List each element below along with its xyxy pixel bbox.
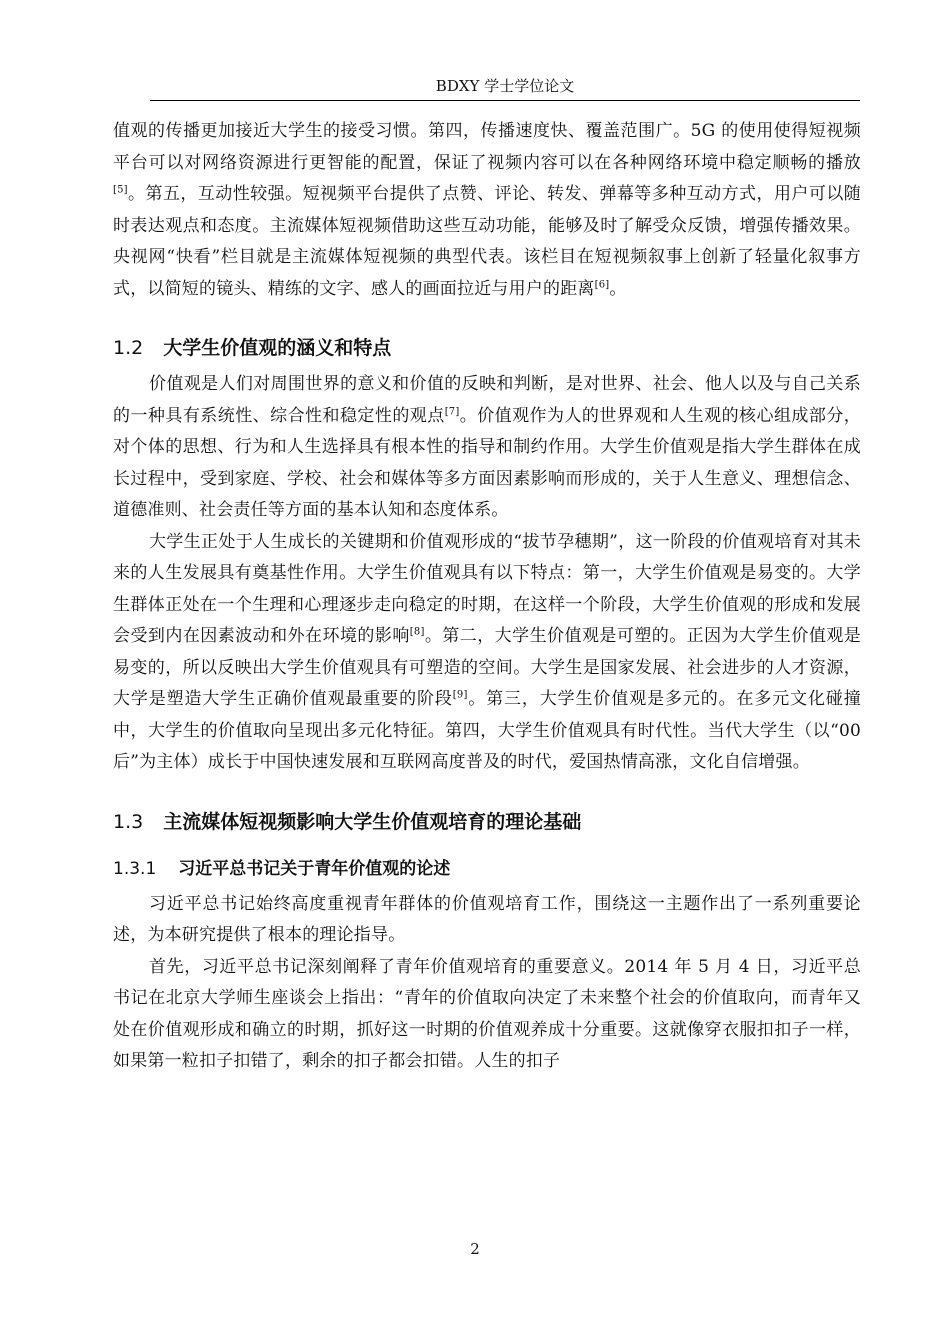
citation-ref[interactable]: [6] (594, 278, 610, 290)
page-body (113, 116, 861, 1078)
page-number: 2 (470, 1240, 480, 1258)
section-heading-1-3 (113, 805, 861, 839)
section-title: 主流媒体短视频影响大学生价值观培育的理论基础 (163, 810, 582, 833)
section-heading-1-2 (113, 331, 861, 365)
citation-ref[interactable]: [8] (409, 626, 425, 638)
subsection-title: 习近平总书记关于青年价值观的论述 (178, 858, 451, 879)
section-1-3-1-paragraph-2: 首先，习近平总书记深刻阐释了青年价值观培育的重要意义。2014 年 5 月 4 日，习近平总书记在北京大学师生座谈会上指出：“青年的价值取向决定了未来整个社会的价值取向，而青年又处在价值观形成和确立的时期，抓好这一时期的价值观养成十分重要。这就像穿衣服扣扣子一样，如果第一粒扣子扣错了，剩余的扣子都会扣错。人生的扣子 (113, 956, 861, 1071)
text-run: 。第二，大学生价值观是可塑的。正因为大学生价值观是易变的，所以反映出大学生价值观具有可塑造的空间。大学生是国家发展、社会进步的人才资源，大学是塑造大学生正确价值观最重要的阶段 (113, 626, 862, 709)
section-1-2-paragraph-2 (113, 527, 861, 779)
section-number: 1.3 (113, 810, 144, 833)
subsection-heading-1-3-1 (113, 853, 861, 885)
header-title: BDXY 学士学位论文 (435, 77, 575, 95)
text-run: 值观的传播更加接近大学生的接受习惯。第四，传播速度快、覆盖范围广。5G 的使用使得短视频平台可以对网络资源进行更智能的配置，保证了视频内容可以在各种网络环境中稳定顺畅的播放 (113, 121, 861, 173)
text-run: 。第五，互动性较强。短视频平台提供了点赞、评论、转发、弹幕等多种互动方式，用户可以随时表达观点和态度。主流媒体短视频借助这些互动功能，能够及时了解受众反馈，增强传播效果。央视网“快看”栏目就是主流媒体短视频的典型代表。该栏目在短视频叙事上创新了轻量化叙事方式，以简短的镜头、精练的文字、感人的画面拉近与用户的距离 (113, 184, 861, 299)
section-1-3-1-paragraph-1: 习近平总书记始终高度重视青年群体的价值观培育工作，围绕这一主题作出了一系列重要论述，为本研究提供了根本的理论指导。 (113, 893, 861, 945)
text-run: 。第三，大学生价值观是多元的。在多元文化碰撞中，大学生的价值取向呈现出多元化特征。第四，大学生价值观具有时代性。当代大学生（以“00 后”为主体）成长于中国快速发展和互联网高度普及的时代，爱国热情高涨，文化自信增强。 (113, 689, 861, 772)
citation-ref[interactable]: [7] (444, 405, 460, 417)
subsection-number: 1.3.1 (113, 858, 157, 879)
citation-ref[interactable]: [5] (113, 184, 128, 196)
text-run: 。价值观作为人的世界观和人生观的核心组成部分，对个体的思想、行为和人生选择具有根本性的指导和制约作用。大学生价值观是指大学生群体在成长过程中，受到家庭、学校、社会和媒体等多方面因素影响而形成的，关于人生意义、理想信念、道德准则、社会责任等方面的基本认知和态度体系。 (113, 405, 861, 520)
citation-ref[interactable]: [9] (452, 689, 468, 701)
intro-paragraph (113, 116, 861, 305)
text-run: 。 (609, 278, 627, 299)
section-title: 大学生价值观的涵义和特点 (163, 337, 392, 359)
running-header (150, 72, 860, 101)
section-1-2-paragraph-1 (113, 369, 861, 527)
text-run: 大学生正处于人生成长的关键期和价值观形成的“拔节孕穗期”，这一阶段的价值观培育对其未来的人生发展具有奠基性作用。大学生价值观具有以下特点：第一，大学生价值观是易变的。大学生群体正处在一个生理和心理逐步走向稳定的时期，在这样一个阶段，大学生价值观的形成和发展会受到内在因素波动和外在环境的影响 (113, 531, 861, 646)
text-run: 价值观是人们对周围世界的意义和价值的反映和判断，是对世界、社会、他人以及与自己关系的一种具有系统性、综合性和稳定性的观点 (113, 374, 861, 426)
section-number: 1.2 (113, 337, 144, 359)
